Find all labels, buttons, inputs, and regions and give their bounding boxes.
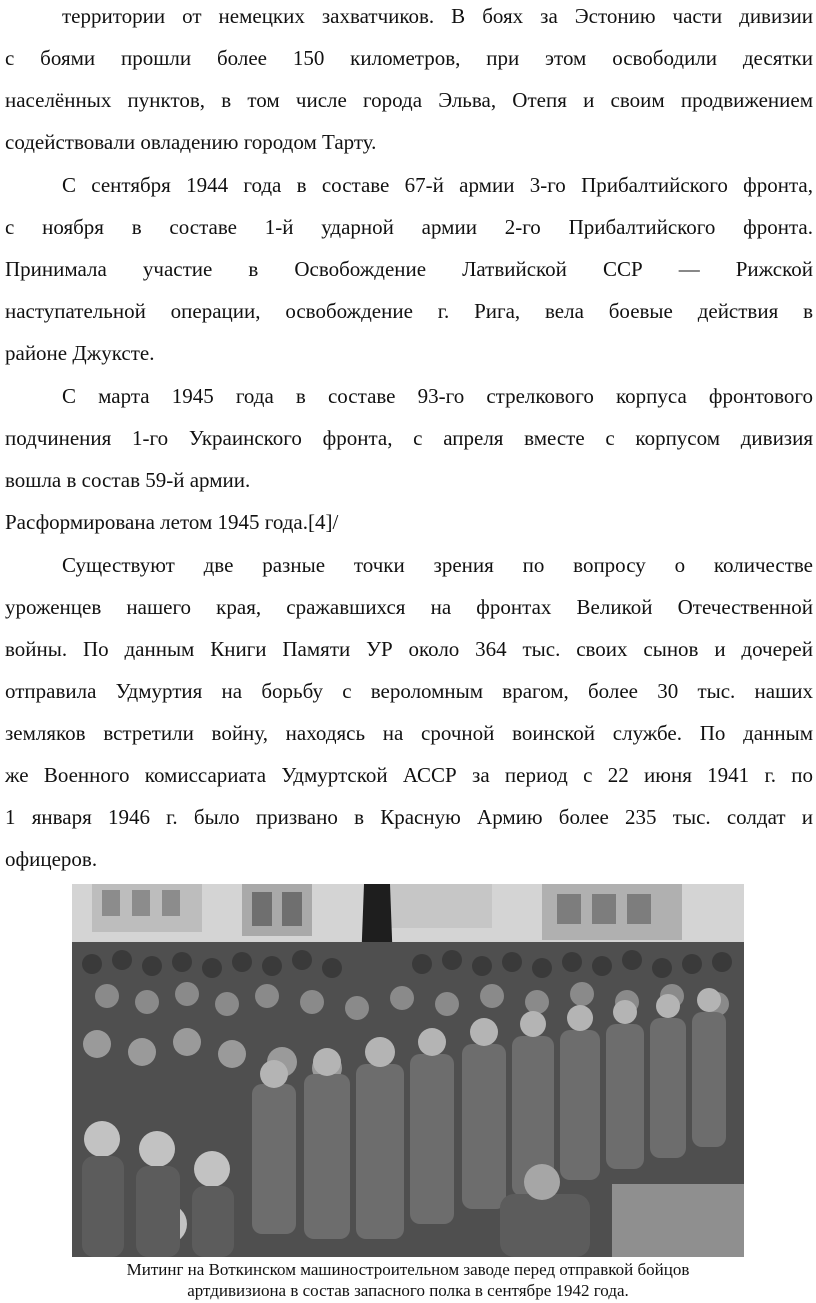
figure-caption-line: артдивизиона в состав запасного полка в сентябре 1942 года.: [187, 1281, 629, 1300]
text-line: 1 января 1946 г. было призвано в Красную Армию более 235 тыс. солдат и: [5, 805, 813, 829]
text-line: Существуют две разные точки зрения по вопросу о количестве: [62, 553, 813, 577]
text-line: подчинения 1-го Украинского фронта, с апреля вместе с корпусом дивизия: [5, 426, 813, 450]
text-line: населённых пунктов, в том числе города Эльва, Отепя и своим продвижением: [5, 88, 813, 112]
text-line: с боями прошли более 150 километров, при этом освободили десятки: [5, 46, 813, 70]
rally-photograph-illustration: [72, 884, 744, 1257]
text-line: войны. По данным Книги Памяти УР около 364 тыс. своих сынов и дочерей: [5, 637, 813, 661]
rally-photograph: [72, 884, 744, 1257]
text-line: С сентября 1944 года в составе 67-й армии 3-го Прибалтийского фронта,: [62, 173, 813, 197]
text-line: содействовали овладению городом Тарту.: [5, 130, 377, 154]
text-line: территории от немецких захватчиков. В боях за Эстонию части дивизии: [62, 4, 813, 28]
text-line: с ноября в составе 1-й ударной армии 2-го Прибалтийского фронта.: [5, 215, 813, 239]
text-line: Принимала участие в Освобождение Латвийской ССР — Рижской: [5, 257, 813, 281]
figure-caption-line: Митинг на Воткинском машиностроительном заводе перед отправкой бойцов: [126, 1260, 690, 1279]
text-line: же Военного комиссариата Удмуртской АССР за период с 22 июня 1941 г. по: [5, 763, 813, 787]
text-line: С марта 1945 года в составе 93-го стрелкового корпуса фронтового: [62, 384, 813, 408]
text-line: наступательной операции, освобождение г. Рига, вела боевые действия в: [5, 299, 813, 323]
text-line: уроженцев нашего края, сражавшихся на фронтах Великой Отечественной: [5, 595, 813, 619]
text-line: вошла в состав 59-й армии.: [5, 468, 251, 492]
text-line: Расформирована летом 1945 года.[4]/: [5, 510, 339, 534]
text-line: районе Джуксте.: [5, 341, 155, 365]
text-line: земляков встретили войну, находясь на срочной воинской службе. По данным: [5, 721, 813, 745]
text-line: офицеров.: [5, 847, 98, 871]
text-line: отправила Удмуртия на борьбу с вероломным врагом, более 30 тыс. наших: [5, 679, 813, 703]
